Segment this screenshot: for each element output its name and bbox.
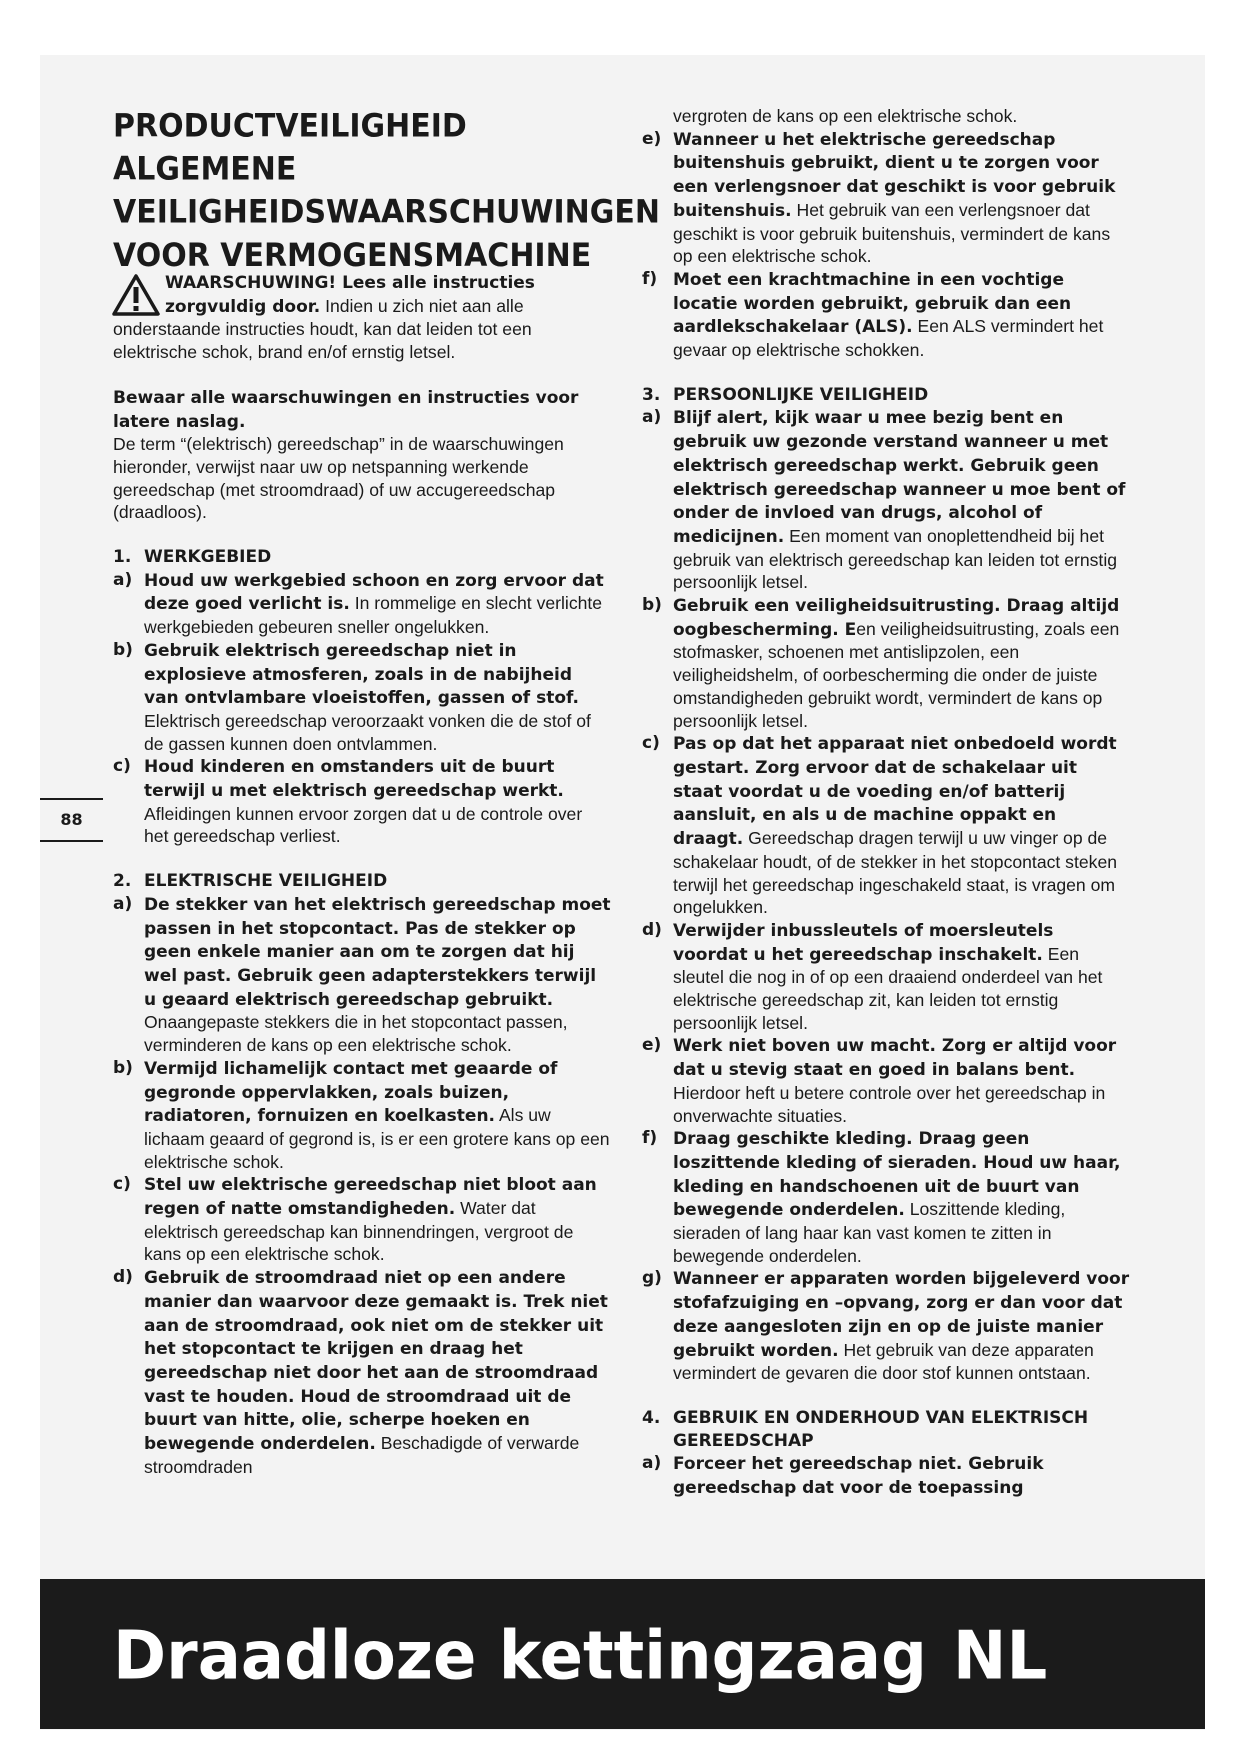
list-item: c) Pas op dat het apparaat niet onbedoeld wordt gestart. Zorg ervoor dat de schakelaar uit staat voordat u de voeding en/of batterij aansluit, en als u de machine oppakt en draagt. Gereedschap dragen terwijl u uw vinger op de schakelaar houdt, of de stekker in het stopcontact steken terwijl het gereedschap ingeschakeld staat, is vragen om ongelukken. — [642, 733, 1118, 918]
continued-text: vergroten de kans op een elektrische schok. — [673, 106, 1018, 126]
list-item: a) De stekker van het elektrisch gereedschap moet passen in het stopcontact. Pas de stekker op geen enkele manier aan om te zorgen dat hij wel past. Gebruik geen adapterstekkers terwijl u geaard elektrisch gereedschap gebruikt. Onaangepaste stekkers die in het stopcontact passen, verminderen de kans op een elektrische schok. — [113, 893, 611, 1056]
list-item: a) Houd uw werkgebied schoon en zorg ervoor dat deze goed verlicht is. In rommelige en slecht verlichte werkgebieden gebeuren sneller ongelukken. — [113, 569, 604, 638]
section-heading-elektrische-veiligheid: 2. ELEKTRISCHE VEILIGHEID — [113, 871, 388, 892]
list-item: a) Forceer het gereedschap niet. Gebruik gereedschap dat voor de toepassing — [642, 1453, 1044, 1499]
page-title: PRODUCTVEILIGHEID ALGEMENE VEILIGHEIDSWAARSCHUWINGEN VOOR VERMOGENSMACHINE — [113, 107, 661, 275]
list-item: g) Wanneer er apparaten worden bijgeleverd voor stofafzuiging en –opvang, zorg er dan voor dat deze aangesloten zijn en op de juiste manier gebruikt worden. Het gebruik van deze apparaten vermindert de gevaren die door stof kunnen ontstaan. — [642, 1268, 1130, 1384]
warning-triangle-icon — [111, 273, 161, 317]
footer-title: Draadloze kettingzaag NL — [113, 1617, 1048, 1696]
left-column — [113, 105, 661, 1478]
list-item: f) Moet een krachtmachine in een vochtige locatie worden gebruikt, gebruik dan een aardlekschakelaar (ALS). Een ALS vermindert het gevaar op elektrische schokken. — [642, 268, 1104, 361]
list-item: e) Wanneer u het elektrische gereedschap buitenshuis gebruikt, dient u te zorgen voor een verlengsnoer dat geschikt is voor gebruik buitenshuis. Het gebruik van een verlengsnoer dat geschikt is voor gebruik buitenshuis, vermindert de kans op een elektrische schok. — [642, 128, 1116, 267]
footer-banner — [40, 1579, 1205, 1729]
list-item: c) Houd kinderen en omstanders uit de buurt terwijl u met elektrisch gereedschap werkt. Afleidingen kunnen ervoor zorgen dat u de controle over het gereedschap verliest. — [113, 756, 583, 847]
list-item: e) Werk niet boven uw macht. Zorg er altijd voor dat u stevig staat en goed in balans bent. Hierdoor heft u betere controle over het gereedschap in onverwachte situaties. — [642, 1035, 1117, 1126]
warning-paragraph: WAARSCHUWING! Lees alle instructies zorgvuldig door. Indien u zich niet aan alle onderstaande instructies houdt, kan dat leiden tot een elektrische schok, brand en/of ernstig letsel. — [113, 273, 535, 363]
page-number-box — [40, 798, 103, 842]
list-item: d) Verwijder inbussleutels of moersleutels voordat u het gereedschap inschakelt. Een sleutel die nog in of op een draaiend onderdeel van het elektrische gereedschap zit, kan leiden tot ernstig persoonlijk letsel. — [642, 919, 1103, 1033]
right-column — [642, 105, 1132, 1500]
section-heading-persoonlijke-veiligheid: 3. PERSOONLIJKE VEILIGHEID — [642, 384, 929, 405]
page-number: 88 — [60, 810, 83, 829]
list-item: f) Draag geschikte kleding. Draag geen loszittende kleding of sieraden. Houd uw haar, kleding en handschoenen uit de buurt van bewegende onderdelen. Loszittende kleding, sieraden of lang haar kan vast komen te zitten in bewegende onderdelen. — [642, 1128, 1121, 1266]
section-heading-gebruik-en-onderhoud: 4. GEBRUIK EN ONDERHOUD VAN ELEKTRISCH GEREEDSCHAP — [642, 1407, 1089, 1451]
list-item: c) Stel uw elektrische gereedschap niet bloot aan regen of natte omstandigheden. Water dat elektrisch gereedschap kan binnendringen, vergroot de kans op een elektrische schok. — [113, 1174, 597, 1265]
list-item: d) Gebruik de stroomdraad niet op een andere manier dan waarvoor deze gemaakt is. Trek niet aan de stroomdraad, ook niet om de stekker uit het stopcontact te krijgen en draag het gereedschap niet door het aan de stroomdraad vast te houden. Houd de stroomdraad uit de buurt van hitte, olie, scherpe hoeken en bewegende onderdelen. Beschadigde of verwarde stroomdraden — [113, 1267, 608, 1477]
section-heading-werkgebied: 1. WERKGEBIED — [113, 547, 272, 568]
list-item: b) Gebruik elektrisch gereedschap niet in explosieve atmosferen, zoals in de nabijheid van ontvlambare vloeistoffen, gassen of stof. Elektrisch gereedschap veroorzaakt vonken die de stof of de gassen kunnen doen ontvlammen. — [113, 639, 591, 754]
list-item: b) Vermijd lichamelijk contact met geaarde of gegronde oppervlakken, zoals buizen, radiatoren, fornuizen en koelkasten. Als uw lichaam geaard of gegrond is, is er een grotere kans op een elektrische schok. — [113, 1057, 610, 1172]
language-code: NL — [952, 1617, 1048, 1696]
list-item: b) Gebruik een veiligheidsuitrusting. Draag altijd oogbescherming. Een veiligheidsuitrusting, zoals een stofmasker, schoenen met antislipzolen, een veiligheidshelm, of oorbescherming die onder de juiste omstandigheden gebruikt wordt, vermindert de kans op persoonlijk letsel. — [642, 595, 1120, 731]
intro-paragraph: Bewaar alle waarschuwingen en instructies voor latere naslag. De term “(elektrisch) gereedschap” in de waarschuwingen hieronder, verwijst naar uw op netspanning werkende gereedschap (met stroomdraad) of uw accugereedschap (draadloos). — [113, 387, 579, 523]
list-item: a) Blijf alert, kijk waar u mee bezig bent en gebruik uw gezonde verstand wanneer u met elektrisch gereedschap werkt. Gebruik geen elektrisch gereedschap wanneer u moe bent of onder de invloed van drugs, alcohol of medicijnen. Een moment van onoplettendheid bij het gebruik van elektrisch gereedschap kan leiden tot ernstig persoonlijk letsel. — [642, 407, 1126, 593]
